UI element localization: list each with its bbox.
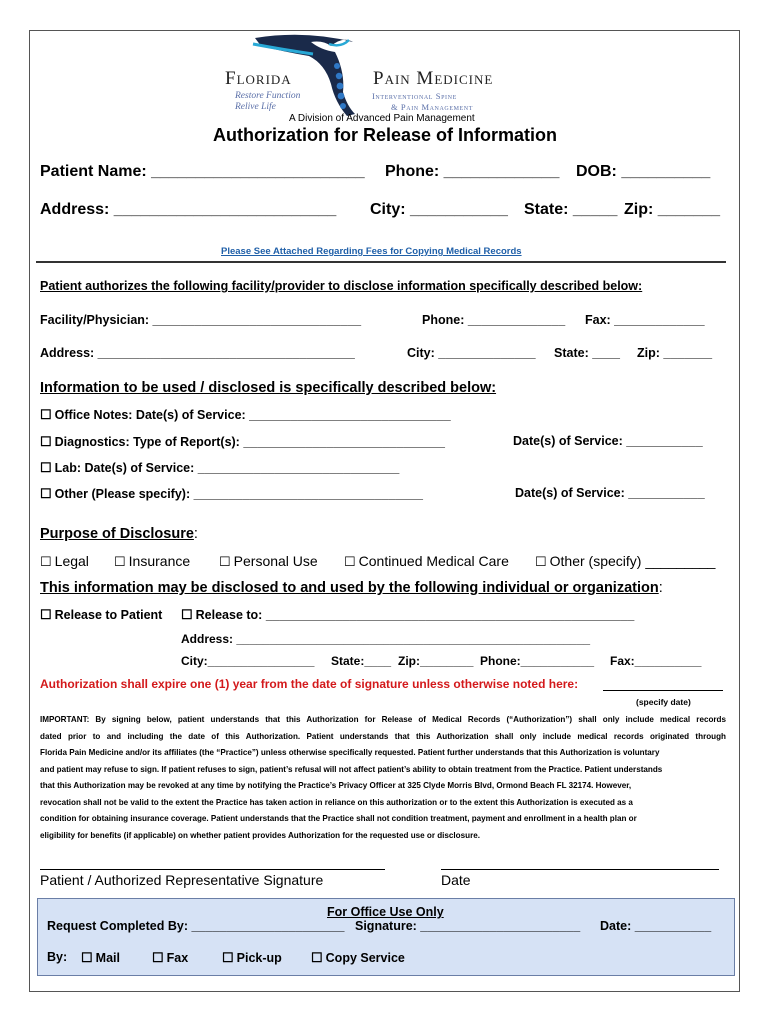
office-notes-item[interactable] — [40, 407, 451, 423]
other-label: Other (Please specify): _________________________________ — [54, 487, 424, 501]
office-date-field[interactable]: Date: ___________ — [600, 919, 712, 933]
division-text: A Division of Advanced Pain Management — [289, 113, 475, 124]
insurance-checkbox[interactable]: ☐ — [114, 554, 126, 569]
purpose-option-legal[interactable] — [40, 553, 89, 570]
specify-date-label: (specify date) — [636, 697, 691, 707]
pickup-checkbox[interactable]: ☐ — [222, 950, 234, 965]
method-label: Pick-up — [236, 951, 282, 965]
expiration-date-line[interactable] — [603, 690, 723, 691]
facility-phone-field[interactable]: Phone: ______________ — [422, 313, 566, 327]
purpose-option-label: Legal — [54, 553, 89, 569]
request-completed-field[interactable]: Request Completed By: ______________________ — [47, 919, 345, 933]
method-label: Mail — [95, 951, 120, 965]
fees-link[interactable]: Please See Attached Regarding Fees for Copying Medical Records — [221, 246, 522, 257]
other-checkbox[interactable]: ☐ — [40, 486, 52, 501]
office-notes-label: Office Notes: Date(s) of Service: _____________________________ — [54, 408, 451, 422]
method-fax[interactable] — [152, 950, 188, 966]
disclosed-heading-text: This information may be disclosed to and used by the following individual or organization — [40, 580, 659, 596]
expiration-notice: Authorization shall expire one (1) year from the date of signature unless otherwise noted here: — [40, 677, 579, 691]
purpose-option-label: Other (specify) _________ — [549, 553, 716, 569]
important-line: Florida Pain Medicine and/or its affiliates (the “Practice”) unless otherwise specifically requested. Patient further understands that this Authorization is voluntary — [40, 748, 660, 757]
lab-checkbox[interactable]: ☐ — [40, 460, 52, 475]
date-line[interactable] — [441, 869, 719, 870]
patient-zip-field[interactable]: Zip: _______ — [624, 201, 721, 218]
fax-checkbox[interactable]: ☐ — [152, 950, 164, 965]
logo-florida-word: Florida — [225, 68, 292, 89]
important-line: revocation shall not be valid to the extent the Practice has taken action in reliance on this authorization or to the extent this Authorization is executed as a — [40, 797, 633, 807]
signature-label: Patient / Authorized Representative Signature — [40, 872, 324, 888]
purpose-option-continued-care[interactable] — [344, 553, 509, 570]
facility-fax-field[interactable]: Fax: _____________ — [585, 313, 705, 327]
other-item[interactable] — [40, 486, 423, 502]
copy-service-checkbox[interactable]: ☐ — [311, 950, 323, 965]
florida-pain-medicine-logo — [225, 32, 541, 116]
facility-physician-field[interactable]: Facility/Physician: ______________________________ — [40, 313, 362, 327]
purpose-option-label: Insurance — [128, 553, 191, 569]
purpose-heading — [40, 526, 198, 542]
office-notes-checkbox[interactable]: ☐ — [40, 407, 52, 422]
patient-phone-field[interactable]: Phone: _____________ — [385, 163, 560, 180]
other-dates-field[interactable]: Date(s) of Service: ___________ — [515, 486, 705, 500]
personal-use-checkbox[interactable]: ☐ — [219, 554, 231, 569]
patient-dob-field[interactable]: DOB: __________ — [576, 163, 711, 180]
purpose-option-insurance[interactable] — [114, 553, 190, 570]
authorizes-heading: Patient authorizes the following facility/provider to disclose information specifically described below: — [40, 279, 643, 293]
facility-city-field[interactable]: City: ______________ — [407, 346, 536, 360]
facility-state-field[interactable]: State: ____ — [554, 346, 621, 360]
release-to-checkbox[interactable]: ☐ — [181, 607, 193, 622]
disclosed-heading-colon: : — [658, 580, 663, 596]
info-heading: Information to be used / disclosed is specifically described below: — [40, 380, 497, 396]
patient-address-field[interactable]: Address: _________________________ — [40, 201, 337, 218]
release-phone-field[interactable]: Phone:___________ — [480, 654, 595, 668]
diagnostics-label: Diagnostics: Type of Report(s): _____________________________ — [54, 435, 445, 449]
page-title: Authorization for Release of Information — [213, 125, 558, 145]
by-label: By: — [47, 950, 68, 964]
office-signature-field[interactable]: Signature: _______________________ — [355, 919, 581, 933]
method-label: Copy Service — [325, 951, 405, 965]
legal-checkbox[interactable]: ☐ — [40, 554, 52, 569]
lab-label: Lab: Date(s) of Service: _____________________________ — [54, 461, 400, 475]
purpose-option-personal-use[interactable] — [219, 553, 318, 570]
lab-item[interactable] — [40, 460, 399, 476]
diagnostics-dates-field[interactable]: Date(s) of Service: ___________ — [513, 434, 703, 448]
logo-subtitle-2: & Pain Management — [391, 102, 474, 112]
facility-address-field[interactable]: Address: _____________________________________ — [40, 346, 355, 360]
purpose-option-label: Personal Use — [233, 553, 318, 569]
release-to-option[interactable] — [181, 607, 634, 623]
other-specify-checkbox[interactable]: ☐ — [535, 554, 547, 569]
method-label: Fax — [166, 951, 189, 965]
important-line: eligibility for benefits (if applicable) on whether patient provides Authorization for the requested use or disclosure. — [40, 830, 480, 840]
important-line: IMPORTANT: By signing below, patient understands that this Authorization for Release of Medical Records (“Authorization”) shall only include medical records — [40, 715, 726, 724]
continued-care-checkbox[interactable]: ☐ — [344, 554, 356, 569]
patient-name-field[interactable]: Patient Name: ________________________ — [40, 163, 365, 180]
release-city-field[interactable]: City:________________ — [181, 654, 315, 668]
important-line: condition for obtaining insurance coverage. Patient understands that the Practice shall not condition treatment, payment and enrollment in a health plan or — [40, 814, 637, 823]
release-to-patient-checkbox[interactable]: ☐ — [40, 607, 52, 622]
release-to-patient-option[interactable] — [40, 607, 162, 623]
release-to-label: Release to: _____________________________________________________ — [195, 608, 635, 622]
signature-line[interactable] — [40, 869, 385, 870]
patient-state-field[interactable]: State: _____ — [524, 201, 618, 218]
purpose-heading-text: Purpose of Disclosure — [40, 526, 194, 542]
office-use-heading: For Office Use Only — [327, 905, 444, 919]
mail-checkbox[interactable]: ☐ — [81, 950, 93, 965]
section-divider — [36, 261, 726, 263]
important-paragraph — [40, 712, 726, 844]
logo-pain-medicine-words: Pain Medicine — [373, 68, 494, 89]
logo-tagline-2: Relive Life — [235, 102, 276, 112]
method-copy-service[interactable] — [311, 950, 405, 966]
method-pickup[interactable] — [222, 950, 282, 966]
important-line: that this Authorization may be revoked at any time by notifying the Practice’s Privacy Officer at 325 Clyde Morris Blvd, Ormond Beach FL 32174. However, — [40, 781, 632, 790]
date-label: Date — [441, 872, 471, 888]
release-state-field[interactable]: State:____ — [331, 654, 392, 668]
purpose-option-label: Continued Medical Care — [358, 553, 509, 569]
diagnostics-item[interactable] — [40, 434, 445, 450]
purpose-option-other[interactable] — [535, 553, 715, 570]
important-line: dated prior to and including the date of this Authorization. Patient understands that this Authorization shall only include medical records originated through — [40, 731, 726, 741]
patient-city-field[interactable]: City: ___________ — [370, 201, 508, 218]
release-zip-field[interactable]: Zip:________ — [398, 654, 474, 668]
purpose-heading-colon: : — [193, 526, 198, 542]
logo-subtitle-1: Interventional Spine — [372, 91, 457, 101]
facility-zip-field[interactable]: Zip: _______ — [637, 346, 713, 360]
logo-tagline-1: Restore Function — [235, 91, 301, 101]
method-mail[interactable] — [81, 950, 120, 966]
release-fax-field[interactable]: Fax:__________ — [610, 654, 702, 668]
important-line: and patient may refuse to sign. If patient refuses to sign, patient’s refusal will not affect patient’s ability to obtain treatment from the Practice. Patient understands — [40, 764, 663, 774]
release-to-patient-label: Release to Patient — [54, 608, 163, 622]
diagnostics-checkbox[interactable]: ☐ — [40, 434, 52, 449]
release-address-field[interactable]: Address: _____________________________________________________ — [181, 632, 591, 646]
disclosed-heading — [40, 580, 663, 596]
